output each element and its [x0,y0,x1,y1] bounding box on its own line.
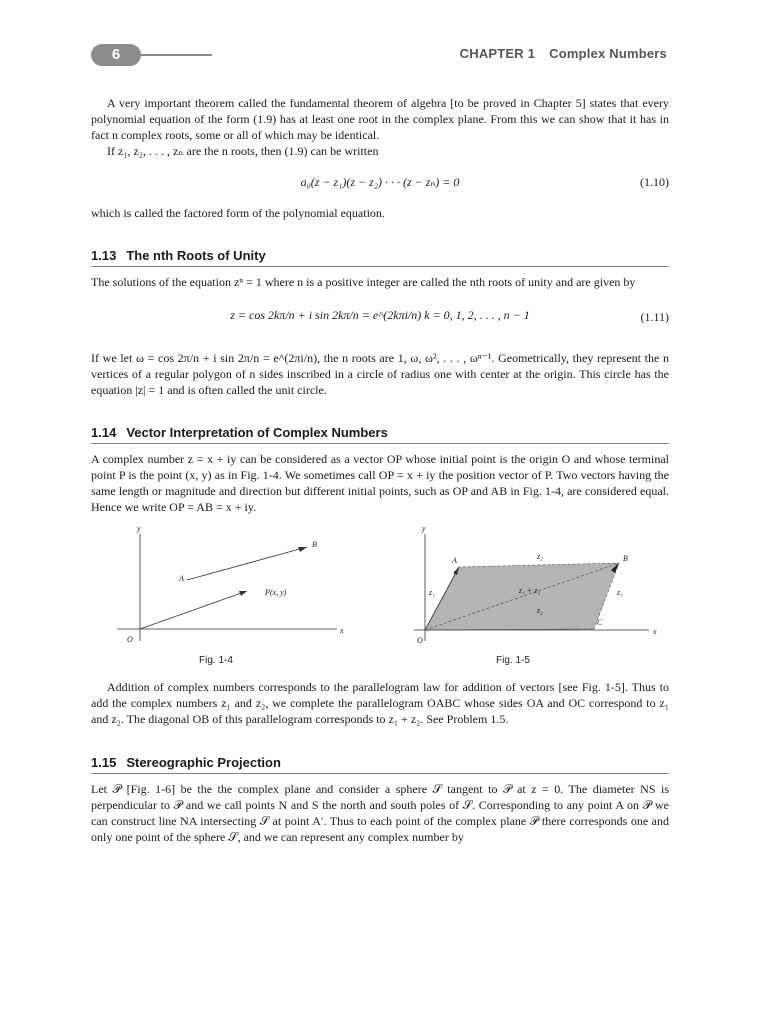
section-number: 1.13 [91,248,117,263]
equation-body: a₀(z − z₁)(z − z₂) · · · (z − zₙ) = 0 [300,175,460,189]
fig14-p-label: P(x, y) [265,588,287,597]
fig15-z1-left-label: z₁ [429,588,435,597]
figure-1-4 [107,524,347,657]
fig15-z1-right-label: z₁ [617,588,623,597]
intro-paragraph-3: which is called the factored form of the polynomial equation. [91,206,385,220]
equation-number: (1.11) [640,310,669,324]
sec113-paragraph-2: If we let ω = cos 2π/n + i sin 2π/n = e^(2πi/n), the n roots are 1, ω, ω², . . . , ωⁿ⁻¹. Geometrically, they represent the n vertices of a regular polygon of n sides inscribed in a circle of radius one with center at the origin. This circle has the equation |z| = 1 and is often called the unit circle. [91,351,669,397]
fig14-a-label: A [179,574,184,583]
section-heading-1-13 [91,248,669,267]
intro-paragraph-1: A very important theorem called the fundamental theorem of algebra [to be proved in Chapter 5] states that every polynomial equation of the form (1.9) has at least one root in the complex plane. From this we can show that it has in fact n complex roots, some or all of which may be identical. [91,96,669,142]
fig14-b-label: B [312,540,317,549]
section-title: Stereographic Projection [126,755,281,770]
fig15-b-label: B [623,554,628,563]
fig15-a-label: A [452,556,457,565]
section-number: 1.14 [91,425,117,440]
fig15-z2-top-label: z₂ [537,552,543,561]
section-heading-1-14 [91,425,669,444]
intro-paragraph-2: If z₁, z₂, . . . , zₙ are the n roots, then (1.9) can be written [107,144,379,158]
section-title: The nth Roots of Unity [126,248,266,263]
fig15-z2-mid-label: z₂ [537,606,543,615]
equation-number: (1.10) [640,175,669,189]
page-content [91,95,669,845]
equation-body: z = cos 2kπ/n + i sin 2kπ/n = e^(2kπi/n) k = 0, 1, 2, . . . , n − 1 [230,308,530,322]
sec113-paragraph-1: The solutions of the equation zⁿ = 1 where n is a positive integer are called the nth roots of unity and are given by [91,275,636,289]
figure-1-4-caption: Fig. 1-4 [199,655,233,666]
figures [91,515,669,665]
sec114-paragraph-1: A complex number z = x + iy can be considered as a vector OP whose initial point is the origin O and whose terminal point P is the point (x, y) as in Fig. 1-4. We sometimes call OP = x + iy the position vector of P. Two vectors having the same length or magnitude and direction but different initial points, such as OP and AB in Fig. 1-4, are considered equal. Hence we write OP = AB = x + iy. [91,452,669,514]
section-heading-1-15 [91,755,669,774]
figure-1-5 [409,524,669,657]
fig14-o-label: O [127,635,133,644]
fig15-y-label: y [422,524,426,533]
fig15-o-label: O [417,636,423,645]
chapter-label: CHAPTER 1 [459,46,536,61]
fig14-y-label: y [137,524,141,533]
fig14-x-label: x [340,626,344,635]
equation-1-11 [91,300,669,336]
page-number: 6 [91,44,141,66]
fig15-x-label: x [653,627,657,636]
fig15-c-label: C [597,618,603,627]
equation-1-10 [91,171,669,193]
fig15-sum-label: z₁ + z₂ [519,586,541,595]
header-rule [138,54,212,56]
sec114-paragraph-2: Addition of complex numbers corresponds to the parallelogram law for addition of vectors [see Fig. 1-5]. Thus to add the complex numbers z₁ and z₂, we complete the parallelogram OABC whose sides OA and OC correspond to z₁ and z₂. The diagonal OB of this parallelogram corresponds to z₁ + z₂. See Problem 1.5. [91,680,669,726]
section-title: Vector Interpretation of Complex Numbers [126,425,388,440]
figure-1-5-caption: Fig. 1-5 [496,655,530,666]
page-header [0,0,758,80]
running-head [460,46,667,61]
sec115-paragraph-1: Let 𝒫 [Fig. 1-6] be the the complex plane and consider a sphere 𝒮 tangent to 𝒫 at z = 0. The diameter NS is perpendicular to 𝒫 and we call points N and S the north and south poles of 𝒮. Corresponding to any point A on 𝒫 we can construct line NA intersecting 𝒮 at point A′. Thus to each point of the complex plane 𝒫 there corresponds one and only one point of the sphere 𝒮, and we can represent any complex number by [91,782,669,844]
section-number: 1.15 [91,755,117,770]
chapter-title: Complex Numbers [549,46,667,61]
